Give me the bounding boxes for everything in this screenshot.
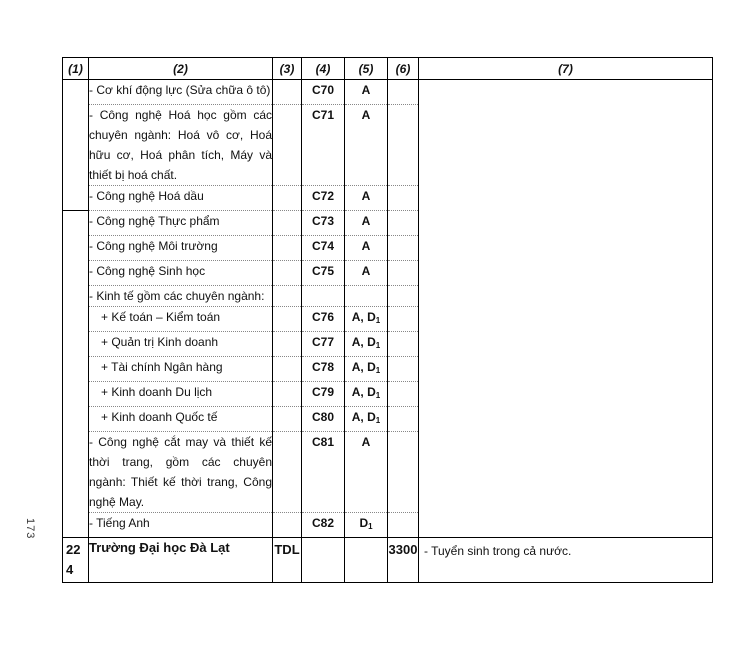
exam-block	[345, 407, 388, 432]
row-number-cell	[63, 286, 89, 307]
header-col-4: (4)	[302, 58, 345, 80]
program-code: C82	[302, 513, 345, 538]
quota-cell	[388, 307, 419, 332]
header-col-3: (3)	[273, 58, 302, 80]
program-code	[302, 286, 345, 307]
program-name: - Tiếng Anh	[89, 513, 273, 538]
program-code: C70	[302, 80, 345, 105]
school-code-cell	[273, 236, 302, 261]
quota-cell	[388, 105, 419, 186]
header-col-7: (7)	[419, 58, 713, 80]
exam-block	[345, 261, 388, 286]
exam-block-text: A	[361, 239, 371, 253]
school-code-cell	[273, 211, 302, 236]
program-name: - Công nghệ Môi trường	[89, 236, 273, 261]
school-code-cell	[273, 432, 302, 513]
program-name: + Kinh doanh Du lịch	[89, 382, 273, 407]
exam-block-subscript: 1	[375, 316, 381, 325]
row-number-cell	[63, 407, 89, 432]
header-col-6: (6)	[388, 58, 419, 80]
exam-block-subscript: 1	[375, 366, 381, 375]
exam-block-subscript: 1	[375, 416, 381, 425]
program-name: - Công nghệ Hoá dầu	[89, 186, 273, 211]
school-code: TDL	[273, 538, 302, 583]
school-code-cell	[273, 80, 302, 105]
school-block-cell	[345, 538, 388, 583]
exam-block	[345, 286, 388, 307]
header-col-2: (2)	[89, 58, 273, 80]
program-name: - Công nghệ Thực phẩm	[89, 211, 273, 236]
quota-cell	[388, 357, 419, 382]
exam-block-text: A	[361, 83, 371, 97]
exam-block-text: A	[361, 108, 371, 122]
row-number-cell	[63, 236, 89, 261]
exam-block	[345, 307, 388, 332]
program-name: - Cơ khí động lực (Sửa chữa ô tô)	[89, 80, 273, 105]
row-number-cell	[63, 513, 89, 538]
quota-cell	[388, 286, 419, 307]
program-code: C71	[302, 105, 345, 186]
school-code-cell	[273, 407, 302, 432]
program-code: C76	[302, 307, 345, 332]
quota-cell	[388, 186, 419, 211]
program-row	[63, 80, 713, 105]
school-program-code-cell	[302, 538, 345, 583]
program-code: C81	[302, 432, 345, 513]
exam-block-text: A, D	[351, 410, 376, 424]
row-number-cell	[63, 80, 89, 105]
program-name: + Quản trị Kinh doanh	[89, 332, 273, 357]
quota-cell	[388, 513, 419, 538]
program-name: + Tài chính Ngân hàng	[89, 357, 273, 382]
program-code: C72	[302, 186, 345, 211]
admissions-table	[62, 57, 713, 583]
program-code: C80	[302, 407, 345, 432]
row-number-cell	[63, 307, 89, 332]
quota-cell	[388, 432, 419, 513]
exam-block	[345, 236, 388, 261]
exam-block	[345, 357, 388, 382]
exam-block-text: A	[361, 264, 371, 278]
header-col-1: (1)	[63, 58, 89, 80]
program-code: C78	[302, 357, 345, 382]
school-code-cell	[273, 357, 302, 382]
exam-block-text: D	[359, 516, 369, 530]
school-code-cell	[273, 513, 302, 538]
row-number-cell	[63, 105, 89, 186]
exam-block-text: A	[361, 189, 371, 203]
quota-cell	[388, 407, 419, 432]
exam-block-text: A, D	[351, 335, 376, 349]
school-row	[63, 538, 713, 583]
exam-block	[345, 105, 388, 186]
school-code-cell	[273, 307, 302, 332]
program-name: - Công nghệ cắt may và thiết kế thời trang, gồm các chuyên ngành: Thiết kế thời trang, Công nghệ May.	[89, 432, 273, 513]
exam-block-subscript: 1	[375, 391, 381, 400]
exam-block	[345, 513, 388, 538]
program-code: C77	[302, 332, 345, 357]
quota-cell	[388, 332, 419, 357]
school-code-cell	[273, 186, 302, 211]
school-quota: 3300	[388, 538, 419, 583]
school-code-cell	[273, 286, 302, 307]
exam-block	[345, 382, 388, 407]
quota-cell	[388, 80, 419, 105]
school-number: 224	[63, 538, 89, 583]
exam-block-subscript: 1	[375, 341, 381, 350]
exam-block	[345, 332, 388, 357]
row-number-cell	[63, 261, 89, 286]
program-name: - Công nghệ Sinh học	[89, 261, 273, 286]
quota-cell	[388, 236, 419, 261]
row-number-cell	[63, 357, 89, 382]
exam-block-text: A	[361, 435, 371, 449]
quota-cell	[388, 261, 419, 286]
notes-cell	[419, 80, 713, 538]
exam-block	[345, 80, 388, 105]
school-code-cell	[273, 261, 302, 286]
school-name: Trường Đại học Đà Lạt	[89, 538, 273, 583]
exam-block	[345, 211, 388, 236]
program-name: - Kinh tế gồm các chuyên ngành:	[89, 286, 273, 307]
school-code-cell	[273, 105, 302, 186]
program-code: C75	[302, 261, 345, 286]
program-name: - Công nghệ Hoá học gồm các chuyên ngành: Hoá vô cơ, Hoá hữu cơ, Hoá phân tích, Máy và thiết bị hoá chất.	[89, 105, 273, 186]
program-code: C79	[302, 382, 345, 407]
exam-block-text: A	[361, 214, 371, 228]
quota-cell	[388, 382, 419, 407]
program-code: C73	[302, 211, 345, 236]
exam-block-text: A, D	[351, 385, 376, 399]
exam-block-text: A, D	[351, 360, 376, 374]
program-code: C74	[302, 236, 345, 261]
header-col-5: (5)	[345, 58, 388, 80]
exam-block	[345, 186, 388, 211]
school-code-cell	[273, 382, 302, 407]
row-number-cell	[63, 186, 89, 211]
exam-block-subscript: 1	[368, 522, 373, 531]
header-row	[63, 58, 713, 80]
row-number-cell	[63, 382, 89, 407]
program-name: + Kế toán – Kiểm toán	[89, 307, 273, 332]
program-name: + Kinh doanh Quốc tế	[89, 407, 273, 432]
school-code-cell	[273, 332, 302, 357]
school-note: - Tuyển sinh trong cả nước.	[419, 538, 713, 583]
quota-cell	[388, 211, 419, 236]
row-number-cell	[63, 332, 89, 357]
exam-block-text: A, D	[351, 310, 376, 324]
row-number-cell	[63, 432, 89, 513]
page-number: 173	[24, 518, 36, 540]
row-number-cell	[63, 211, 89, 236]
exam-block	[345, 432, 388, 513]
